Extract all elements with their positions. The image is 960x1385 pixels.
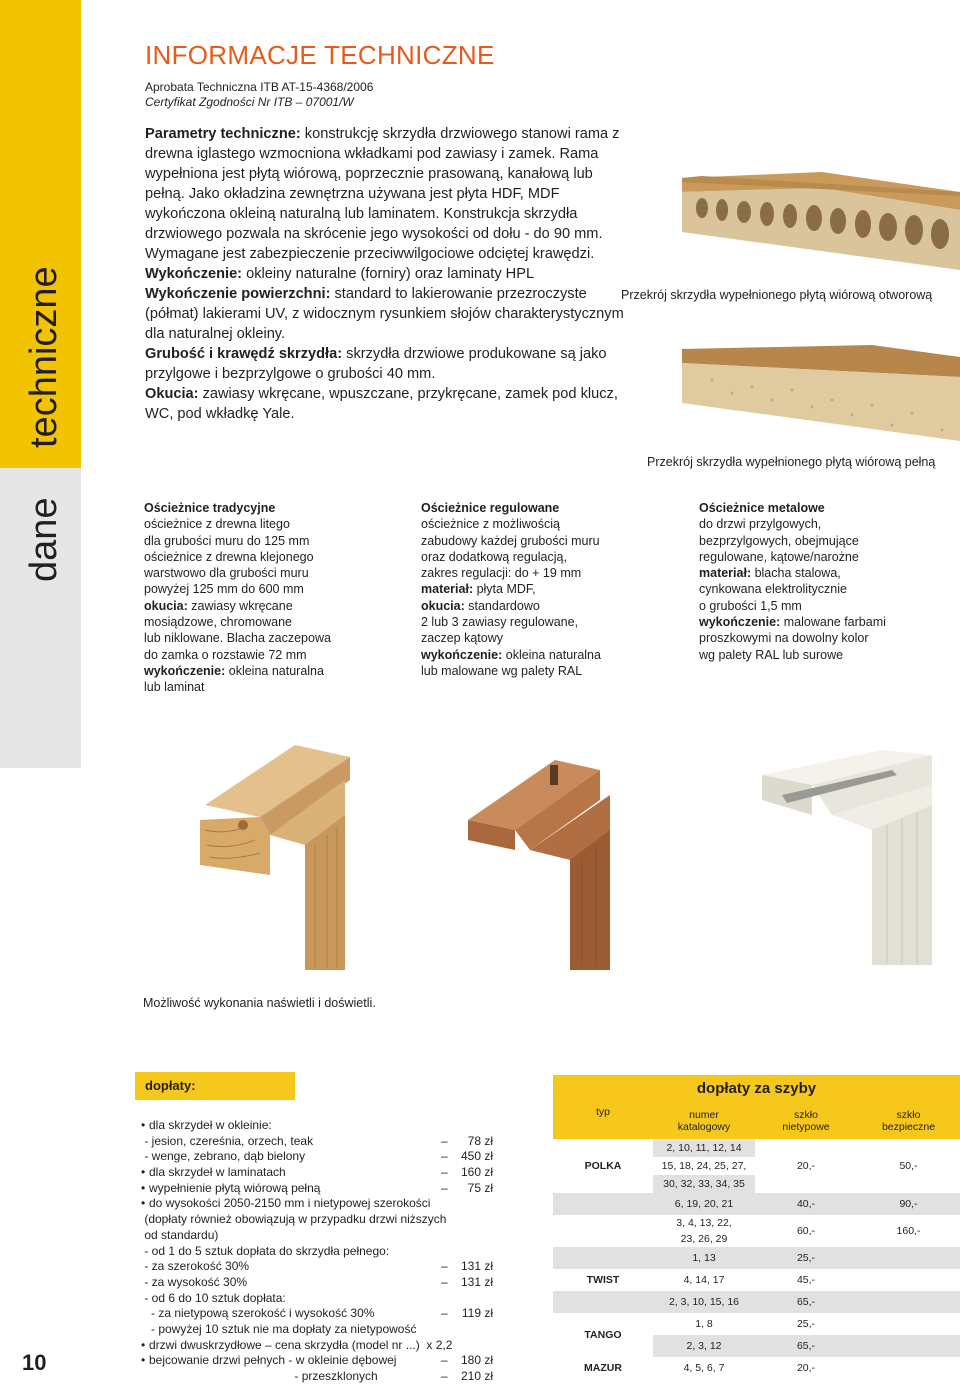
finish-label: Wykończenie: xyxy=(145,266,243,282)
text-fittings: standardowo xyxy=(464,598,540,613)
catalog-number: 6, 19, 20, 21 xyxy=(653,1193,755,1215)
frames-text-line xyxy=(144,663,374,679)
approval-itb: Aprobata Techniczna ITB AT-15-4368/2006 xyxy=(145,80,374,94)
text-finish: okleina naturalna xyxy=(225,663,324,678)
surcharge-row xyxy=(141,1181,501,1197)
surcharge-item-text: - za szerokość 30% xyxy=(141,1259,250,1274)
frames-text-line xyxy=(421,598,651,614)
surcharge-item-text: - od 6 do 10 sztuk dopłata: xyxy=(141,1290,286,1305)
surcharge-item-text: - za wysokość 30% xyxy=(141,1274,248,1289)
catalog-number: 1, 13 xyxy=(653,1247,755,1269)
catalog-number: 30, 32, 33, 34, 35 xyxy=(653,1175,755,1193)
surcharge-row xyxy=(141,1369,501,1385)
surcharge-row xyxy=(141,1228,501,1244)
bullet-icon: • xyxy=(141,1353,146,1368)
surcharge-dash: – xyxy=(441,1149,448,1164)
frames-text-line: oraz dodatkową regulacją, xyxy=(421,549,567,564)
header-type: typ xyxy=(553,1103,653,1139)
frames-text-line xyxy=(421,581,651,597)
nonstandard-price: 20,- xyxy=(755,1357,857,1379)
fittings-label: Okucia: xyxy=(145,386,199,402)
catalog-number: 2, 3, 12 xyxy=(653,1335,755,1357)
type-twist: TWIST xyxy=(553,1269,653,1291)
frames-text-line: do zamka o rozstawie 72 mm xyxy=(144,647,307,662)
safety-price: 160,- xyxy=(857,1215,960,1247)
surcharge-dash: – xyxy=(441,1369,448,1383)
surcharge-dash: – xyxy=(441,1353,448,1368)
nonstandard-price: 45,- xyxy=(755,1269,857,1291)
surcharge-item-text: dla skrzydeł w laminatach xyxy=(149,1165,286,1180)
frames-text-line: warstwowo dla grubości muru xyxy=(144,566,309,581)
surcharge-item-text: - od 1 do 5 sztuk dopłata do skrzydła pełnego: xyxy=(141,1243,390,1258)
glass-surcharge-table xyxy=(553,1103,960,1379)
catalog-number: 2, 3, 10, 15, 16 xyxy=(653,1291,755,1313)
frames-text-line: powyżej 125 mm do 600 mm xyxy=(144,582,304,597)
surcharge-item-text: (dopłaty również obowiązują w przypadku drzwi niższych xyxy=(141,1212,447,1227)
surcharge-item-text: wypełnienie płytą wiórową pełną xyxy=(149,1180,321,1195)
label-material: materiał: xyxy=(421,582,474,597)
surcharge-row xyxy=(141,1149,501,1165)
label-finish: wykończenie: xyxy=(699,615,781,630)
frames-text-line: cynkowana elektrolitycznie xyxy=(699,582,847,597)
label-finish: wykończenie: xyxy=(421,647,503,662)
technical-parameters xyxy=(145,124,625,424)
text-finish: malowane farbami xyxy=(780,615,886,630)
text-finish: okleina naturalna xyxy=(502,647,601,662)
surcharge-row xyxy=(141,1322,501,1338)
frames-text-line: o grubości 1,5 mm xyxy=(699,598,802,613)
bullet-icon: • xyxy=(141,1180,146,1195)
surcharge-badge: dopłaty: xyxy=(135,1072,295,1100)
surcharge-item-text: - przeszklonych xyxy=(141,1369,378,1383)
surcharge-dash: – xyxy=(441,1306,448,1321)
surcharge-dash: – xyxy=(441,1165,448,1180)
surcharge-row xyxy=(141,1291,501,1307)
surcharge-row xyxy=(141,1196,501,1212)
surcharge-item-text: - powyżej 10 sztuk nie ma dopłaty za nietypowość xyxy=(141,1321,417,1336)
surcharge-item-text: - za nietypową szerokość i wysokość 30% xyxy=(141,1306,375,1321)
surface-finish-label: Wykończenie powierzchni: xyxy=(145,286,331,302)
label-material: materiał: xyxy=(699,566,752,581)
frames-traditional-heading: Ościeżnice tradycyjne xyxy=(144,501,276,515)
type-mazur: MAZUR xyxy=(553,1357,653,1379)
surcharge-dash: – xyxy=(441,1259,448,1274)
fittings-text: zawiasy wkręcane, wpuszczane, przykręcane, zamek pod klucz, WC, pod wkładkę Yale. xyxy=(145,386,618,422)
label-finish: wykończenie: xyxy=(144,663,226,678)
text-material: płyta MDF, xyxy=(473,582,536,597)
frames-text-line: ościeżnice z drewna klejonego xyxy=(144,549,314,564)
nonstandard-price: 40,- xyxy=(755,1193,857,1215)
frames-text-line: ościeżnice z drewna litego xyxy=(144,517,290,532)
header-nonstandard-glass: szkło nietypowe xyxy=(755,1103,857,1139)
surcharge-item-text: dla skrzydeł w okleinie: xyxy=(149,1118,272,1132)
glass-table-title: dopłaty za szyby xyxy=(553,1075,960,1103)
header-safety-glass: szkło bezpieczne xyxy=(857,1103,960,1139)
bullet-icon: • xyxy=(141,1118,146,1132)
type-polka: POLKA xyxy=(553,1139,653,1193)
bullet-icon: • xyxy=(141,1165,146,1180)
frames-text-line: do drzwi przylgowych, xyxy=(699,517,822,532)
surcharge-row xyxy=(141,1244,501,1260)
catalog-number: 4, 14, 17 xyxy=(653,1269,755,1291)
surcharge-dash: – xyxy=(441,1180,448,1195)
bullet-icon: • xyxy=(141,1196,146,1211)
frames-text-line: ościeżnice z możliwością xyxy=(421,517,560,532)
traditional-frame-image xyxy=(185,735,365,975)
transom-note: Możliwość wykonania naświetli i doświetli. xyxy=(143,996,376,1010)
catalog-number: 1, 8 xyxy=(653,1313,755,1335)
surface-finish-text: standard to lakierowanie przezroczyste (półmat) lakierami UV, z widocznym rysunkiem słojów charakterystycznym dla naturalnej okleiny. xyxy=(145,286,624,342)
surcharge-row xyxy=(141,1306,501,1322)
surcharge-item-text: drzwi dwuskrzydłowe – cena skrzydła (model nr ...) x 2,2 xyxy=(149,1337,453,1352)
frames-text-line: dla grubości muru do 125 mm xyxy=(144,533,310,548)
surcharge-row xyxy=(141,1165,501,1181)
sidebar-word-techniczne: techniczne xyxy=(23,266,65,448)
catalog-number: 2, 10, 11, 12, 14 xyxy=(653,1139,755,1157)
frames-text-line xyxy=(421,647,651,663)
surcharge-item-text: - jesion, czereśnia, orzech, teak xyxy=(141,1133,314,1148)
nonstandard-price: 20,- xyxy=(755,1139,857,1193)
surcharge-price: 131 zł xyxy=(460,1274,493,1289)
surcharge-dash: – xyxy=(441,1274,448,1289)
surcharge-item-text: bejcowanie drzwi pełnych - w okleinie dębowej xyxy=(149,1353,397,1368)
frames-text-line: regulowane, kątowe/narożne xyxy=(699,549,859,564)
bullet-icon: • xyxy=(141,1337,146,1352)
hollow-board-image xyxy=(672,170,960,280)
frames-text-line: 2 lub 3 zawiasy regulowane, xyxy=(421,615,579,630)
label-fittings: okucia: xyxy=(144,598,188,613)
thickness-text: skrzydła drzwiowe produkowane są jako przylgowe i bezprzylgowe o grubości 40 mm. xyxy=(145,346,607,382)
frames-text-line xyxy=(699,565,929,581)
nonstandard-price: 65,- xyxy=(755,1291,857,1313)
surcharge-row xyxy=(141,1259,501,1275)
label-fittings: okucia: xyxy=(421,598,465,613)
solid-board-image xyxy=(672,345,960,445)
surcharge-price: 119 zł xyxy=(461,1306,493,1321)
safety-price: 90,- xyxy=(857,1193,960,1215)
frames-traditional xyxy=(144,500,374,696)
surcharge-item-text: - wenge, zebrano, dąb bielony xyxy=(141,1149,306,1164)
surcharge-item-text: od standardu) xyxy=(141,1227,219,1242)
frames-text-line: mosiądzowe, chromowane xyxy=(144,615,292,630)
surcharge-row xyxy=(141,1134,501,1150)
surcharge-price: 450 zł xyxy=(460,1149,493,1164)
surcharge-price: 210 zł xyxy=(460,1369,493,1383)
safety-price: 50,- xyxy=(857,1139,960,1193)
sidebar-word-dane: dane xyxy=(23,497,65,582)
frames-text-line xyxy=(144,598,374,614)
frames-text-line: proszkowymi na dowolny kolor xyxy=(699,631,869,646)
header-catalog-number: numer katalogowy xyxy=(653,1103,755,1139)
catalog-number: 4, 5, 6, 7 xyxy=(653,1357,755,1379)
frames-text-line: zaczep kątowy xyxy=(421,631,503,646)
caption-hollow-board: Przekrój skrzydła wypełnionego płytą wiórową otworową xyxy=(621,288,933,302)
frames-text-line xyxy=(699,614,929,630)
surcharge-row xyxy=(141,1118,501,1134)
page-number: 10 xyxy=(22,1350,47,1375)
text-material: blacha stalowa, xyxy=(751,566,841,581)
surcharge-row xyxy=(141,1353,501,1369)
surcharge-dash: – xyxy=(441,1133,448,1148)
frames-text-line: bezprzylgowych, obejmujące xyxy=(699,533,859,548)
surcharge-list xyxy=(141,1118,501,1385)
text-fittings: zawiasy wkręcane xyxy=(187,598,293,613)
nonstandard-price: 25,- xyxy=(755,1313,857,1335)
surcharge-price: 78 zł xyxy=(467,1133,493,1148)
certificate-itb: Certyfikat Zgodności Nr ITB – 07001/W xyxy=(145,95,354,109)
metal-frame-image xyxy=(742,745,942,975)
frames-text-line: zakres regulacji: do + 19 mm xyxy=(421,566,582,581)
frames-metal xyxy=(699,500,929,663)
page-title: INFORMACJE TECHNICZNE xyxy=(145,40,495,70)
catalog-number: 23, 26, 29 xyxy=(653,1231,755,1247)
surcharge-row xyxy=(141,1275,501,1291)
caption-solid-board: Przekrój skrzydła wypełnionego płytą wiórową pełną xyxy=(647,455,936,469)
adjustable-frame-image xyxy=(460,745,630,975)
params-label: Parametry techniczne: xyxy=(145,126,301,142)
surcharge-price: 75 zł xyxy=(467,1180,493,1195)
frames-text-line: lub laminat xyxy=(144,680,205,695)
catalog-number: 15, 18, 24, 25, 27, xyxy=(653,1157,755,1175)
frames-text-line: zabudowy każdej grubości muru xyxy=(421,533,600,548)
surcharge-price: 160 zł xyxy=(460,1165,493,1180)
finish-text: okleiny naturalne (forniry) oraz laminaty HPL xyxy=(242,266,535,282)
surcharge-item-text: do wysokości 2050-2150 mm i nietypowej szerokości xyxy=(149,1196,431,1211)
frames-adjustable-heading: Ościeżnice regulowane xyxy=(421,501,560,515)
frames-text-line: wg palety RAL lub surowe xyxy=(699,647,844,662)
frames-metal-heading: Ościeżnice metalowe xyxy=(699,501,825,515)
nonstandard-price: 65,- xyxy=(755,1335,857,1357)
nonstandard-price: 60,- xyxy=(755,1215,857,1247)
surcharge-row xyxy=(141,1212,501,1228)
params-text: konstrukcję skrzydła drzwiowego stanowi rama z drewna iglastego wzmocniona wkładkami pod zawiasy i zamek. Rama wypełniona jest płytą wiórową, poprzecznie prasowaną, kanałową lub pełną. Jako okładzina zewnętrzna używana jest płyta HDF, MDF wykończona okleiną naturalną lub laminatem. Konstrukcja skrzydła drzwiowego pozwala na skrócenie jego wysokości od dołu - do 90 mm. Wymagane jest zabezpieczenie przeciwwilgociowe odciętej krawędzi. xyxy=(145,126,620,262)
approvals xyxy=(145,80,373,110)
frames-adjustable xyxy=(421,500,651,679)
catalog-number: 3, 4, 13, 22, xyxy=(653,1215,755,1231)
type-tango: TANGO xyxy=(553,1313,653,1357)
frames-text-line: lub malowane wg palety RAL xyxy=(421,663,583,678)
nonstandard-price: 25,- xyxy=(755,1247,857,1269)
thickness-label: Grubość i krawędź skrzydła: xyxy=(145,346,343,362)
frames-text-line: lub niklowane. Blacha zaczepowa xyxy=(144,631,331,646)
surcharge-price: 131 zł xyxy=(460,1259,493,1274)
surcharge-price: 180 zł xyxy=(460,1353,493,1368)
surcharge-row xyxy=(141,1338,501,1354)
